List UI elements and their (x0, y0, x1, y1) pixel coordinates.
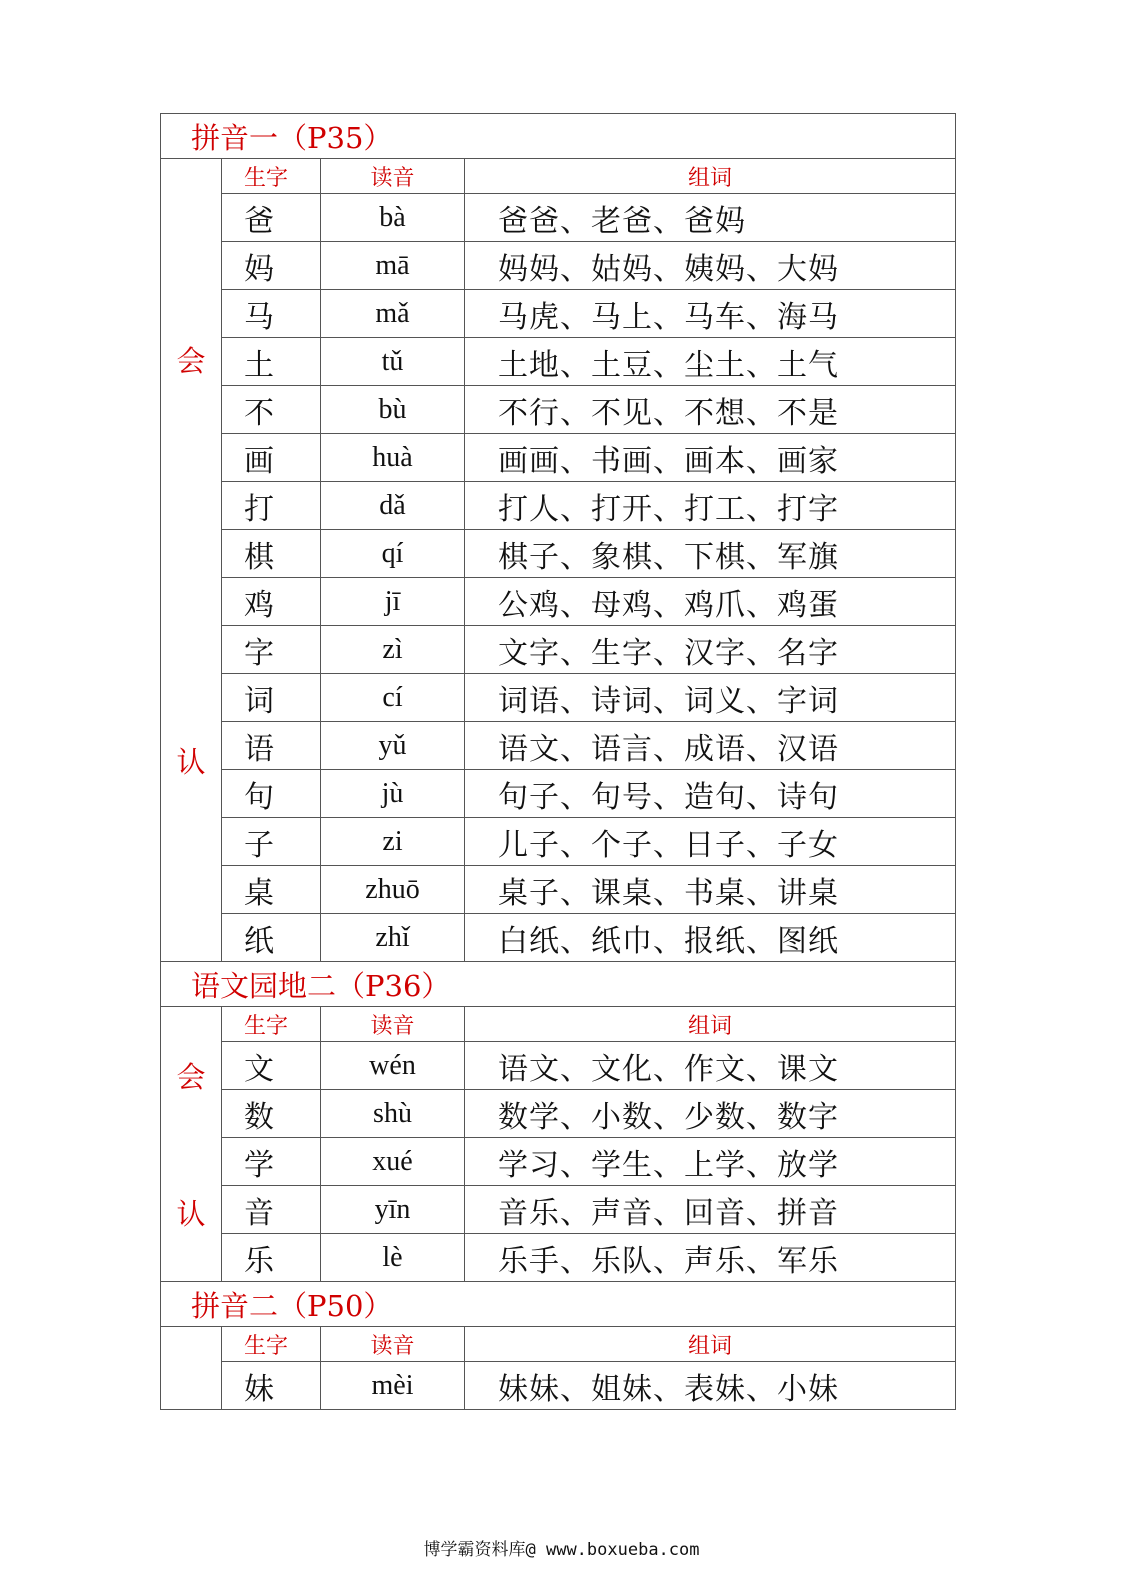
header-duyin: 读音 (321, 1327, 465, 1362)
table-row (161, 290, 956, 338)
header-zi: 生字 (222, 1007, 321, 1042)
pinyin-cell: jù (321, 770, 465, 818)
table-row (161, 1090, 956, 1138)
words-cell: 儿子、个子、日子、子女 (465, 818, 956, 866)
column-header-row (161, 1007, 956, 1042)
section-title: 拼音二（P50） (161, 1282, 956, 1327)
header-zi: 生字 (222, 1327, 321, 1362)
words-cell: 打人、打开、打工、打字 (465, 482, 956, 530)
table-row (161, 1042, 956, 1090)
pinyin-cell: zì (321, 626, 465, 674)
pinyin-cell: cí (321, 674, 465, 722)
words-cell: 音乐、声音、回音、拼音 (465, 1186, 956, 1234)
table-row (161, 722, 956, 770)
table-row (161, 530, 956, 578)
words-cell: 土地、土豆、尘土、土气 (465, 338, 956, 386)
words-cell: 语文、语言、成语、汉语 (465, 722, 956, 770)
side-label-char: 认 (176, 745, 206, 779)
pinyin-cell: zhuō (321, 866, 465, 914)
character-cell: 妈 (222, 242, 321, 290)
table-row (161, 818, 956, 866)
table-row (161, 242, 956, 290)
pinyin-cell: mèi (321, 1362, 465, 1410)
pinyin-cell: zhǐ (321, 914, 465, 962)
column-header-row (161, 1327, 956, 1362)
header-duyin: 读音 (321, 159, 465, 194)
header-zi: 生字 (222, 159, 321, 194)
table-row (161, 1186, 956, 1234)
pinyin-cell: xué (321, 1138, 465, 1186)
character-cell: 爸 (222, 194, 321, 242)
words-cell: 数学、小数、少数、数字 (465, 1090, 956, 1138)
words-cell: 乐手、乐队、声乐、军乐 (465, 1234, 956, 1282)
character-cell: 马 (222, 290, 321, 338)
section-title: 拼音一（P35） (161, 114, 956, 159)
character-cell: 乐 (222, 1234, 321, 1282)
pinyin-cell: bà (321, 194, 465, 242)
section-title: 语文园地二（P36） (161, 962, 956, 1007)
words-cell: 文字、生字、汉字、名字 (465, 626, 956, 674)
character-cell: 子 (222, 818, 321, 866)
words-cell: 马虎、马上、马车、海马 (465, 290, 956, 338)
header-duyin: 读音 (321, 1007, 465, 1042)
side-label (161, 159, 222, 962)
table-row (161, 578, 956, 626)
side-label (161, 1007, 222, 1282)
character-cell: 纸 (222, 914, 321, 962)
character-cell: 妹 (222, 1362, 321, 1410)
words-cell: 妈妈、姑妈、姨妈、大妈 (465, 242, 956, 290)
pinyin-cell: lè (321, 1234, 465, 1282)
pinyin-cell: jī (321, 578, 465, 626)
character-cell: 鸡 (222, 578, 321, 626)
character-cell: 音 (222, 1186, 321, 1234)
table-row (161, 386, 956, 434)
table-row (161, 1138, 956, 1186)
pinyin-cell: mǎ (321, 290, 465, 338)
character-cell: 句 (222, 770, 321, 818)
table-row (161, 914, 956, 962)
pinyin-cell: huà (321, 434, 465, 482)
words-cell: 画画、书画、画本、画家 (465, 434, 956, 482)
table-row (161, 626, 956, 674)
pinyin-cell: qí (321, 530, 465, 578)
header-zuci: 组词 (465, 1327, 956, 1362)
character-cell: 数 (222, 1090, 321, 1138)
pinyin-cell: bù (321, 386, 465, 434)
column-header-row (161, 159, 956, 194)
character-cell: 学 (222, 1138, 321, 1186)
words-cell: 白纸、纸巾、报纸、图纸 (465, 914, 956, 962)
character-cell: 桌 (222, 866, 321, 914)
footer-watermark: 博学霸资料库@ www.boxueba.com (423, 1540, 700, 1560)
words-cell: 词语、诗词、词义、字词 (465, 674, 956, 722)
pinyin-cell: zi (321, 818, 465, 866)
table-row (161, 434, 956, 482)
words-cell: 语文、文化、作文、课文 (465, 1042, 956, 1090)
table-row (161, 482, 956, 530)
side-label-char: 认 (176, 1197, 206, 1231)
words-cell: 句子、句号、造句、诗句 (465, 770, 956, 818)
table-row (161, 1362, 956, 1410)
words-cell: 爸爸、老爸、爸妈 (465, 194, 956, 242)
words-cell: 学习、学生、上学、放学 (465, 1138, 956, 1186)
table-row (161, 194, 956, 242)
character-cell: 棋 (222, 530, 321, 578)
words-cell: 妹妹、姐妹、表妹、小妹 (465, 1362, 956, 1410)
pinyin-cell: wén (321, 1042, 465, 1090)
header-zuci: 组词 (465, 159, 956, 194)
character-cell: 语 (222, 722, 321, 770)
table-row (161, 1234, 956, 1282)
words-cell: 公鸡、母鸡、鸡爪、鸡蛋 (465, 578, 956, 626)
words-cell: 不行、不见、不想、不是 (465, 386, 956, 434)
character-cell: 土 (222, 338, 321, 386)
header-zuci: 组词 (465, 1007, 956, 1042)
pinyin-cell: shù (321, 1090, 465, 1138)
words-cell: 桌子、课桌、书桌、讲桌 (465, 866, 956, 914)
character-cell: 字 (222, 626, 321, 674)
section-title-row (161, 1282, 956, 1327)
character-cell: 词 (222, 674, 321, 722)
pinyin-cell: tǔ (321, 338, 465, 386)
side-label-char: 会 (176, 344, 206, 378)
pinyin-cell: yǔ (321, 722, 465, 770)
character-cell: 文 (222, 1042, 321, 1090)
table-row (161, 770, 956, 818)
vocab-table (160, 113, 956, 1410)
section-title-row (161, 962, 956, 1007)
words-cell: 棋子、象棋、下棋、军旗 (465, 530, 956, 578)
table-row (161, 866, 956, 914)
character-cell: 画 (222, 434, 321, 482)
character-cell: 不 (222, 386, 321, 434)
pinyin-cell: mā (321, 242, 465, 290)
table-row (161, 674, 956, 722)
pinyin-cell: yīn (321, 1186, 465, 1234)
character-cell: 打 (222, 482, 321, 530)
section-title-row (161, 114, 956, 159)
pinyin-cell: dǎ (321, 482, 465, 530)
table-row (161, 338, 956, 386)
side-label-char: 会 (176, 1060, 206, 1094)
side-label (161, 1327, 222, 1410)
